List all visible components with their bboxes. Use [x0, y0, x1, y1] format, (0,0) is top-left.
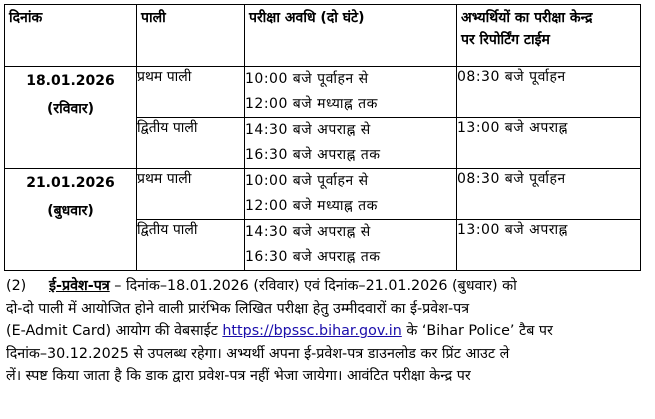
exam-day: (बुधवार) [47, 203, 94, 219]
date-cell [5, 169, 137, 271]
header-reporting-line1: अभ्यर्थियों का परीक्षा केन्द्र [461, 10, 593, 26]
paragraph-text: के ‘Bihar Police’ टैब पर [401, 323, 553, 339]
duration-end: 16:30 बजे अपराह्न तक [245, 147, 381, 163]
table-row [5, 67, 641, 118]
reporting-cell: 08:30 बजे पूर्वाहन [457, 67, 641, 118]
paragraph-number: (2) [6, 278, 27, 294]
exam-schedule-table [4, 4, 641, 271]
exam-date: 21.01.2026 [26, 175, 115, 191]
reporting-cell: 08:30 बजे पूर्वाहन [457, 169, 641, 220]
header-date: दिनांक [5, 5, 137, 67]
header-duration: परीक्षा अवधि (दो घंटे) [245, 5, 457, 67]
paragraph-line [6, 320, 646, 343]
paragraph-line [6, 275, 646, 298]
date-cell [5, 67, 137, 169]
duration-end: 12:00 बजे मध्याह्न तक [245, 96, 378, 112]
shift-cell: द्वितीय पाली [137, 220, 245, 271]
shift-cell: प्रथम पाली [137, 169, 245, 220]
reporting-cell: 13:00 बजे अपराह्न [457, 220, 641, 271]
duration-start: 10:00 बजे पूर्वाहन से [245, 173, 369, 189]
paragraph-line: दो-दो पाली में आयोजित होने वाली प्रारंभिक लिखित परीक्षा हेतु उम्मीदवारों का ई-प्रवेश-पत्र [6, 300, 470, 317]
admit-card-paragraph [6, 275, 646, 388]
header-shift: पाली [137, 5, 245, 67]
paragraph-heading: ई-प्रवेश-पत्र [49, 278, 110, 294]
duration-start: 14:30 बजे अपराह्न से [245, 224, 371, 240]
duration-cell [245, 169, 457, 220]
duration-end: 12:00 बजे मध्याह्न तक [245, 198, 378, 214]
header-reporting-line2: पर रिपोर्टिंग टाईम [461, 32, 550, 48]
table-header-row [5, 5, 641, 67]
duration-start: 10:00 बजे पूर्वाहन से [245, 71, 369, 87]
paragraph-line: लें। स्पष्ट किया जाता है कि डाक द्वारा प्रवेश-पत्र नहीं भेजा जायेगा। आवंटित परीक्षा केन्द्र पर [6, 368, 471, 384]
duration-cell [245, 67, 457, 118]
paragraph-text: (E-Admit Card) आयोग की वेबसाईट [6, 323, 223, 339]
reporting-cell: 13:00 बजे अपराह्न [457, 118, 641, 169]
shift-cell: प्रथम पाली [137, 67, 245, 118]
duration-cell [245, 118, 457, 169]
duration-end: 16:30 बजे अपराह्न तक [245, 249, 381, 265]
paragraph-line: दिनांक–30.12.2025 से उपलब्ध रहेगा। अभ्यर्थी अपना ई-प्रवेश-पत्र डाउनलोड कर प्रिंट आउट ले [6, 345, 510, 362]
paragraph-text: – दिनांक–18.01.2026 (रविवार) एवं दिनांक–21.01.2026 (बुधवार) को [109, 278, 517, 294]
table-row [5, 169, 641, 220]
shift-cell: द्वितीय पाली [137, 118, 245, 169]
duration-start: 14:30 बजे अपराह्न से [245, 122, 371, 138]
website-link[interactable]: https://bpssc.bihar.gov.in [222, 323, 402, 339]
exam-day: (रविवार) [46, 101, 95, 117]
header-reporting-time [457, 5, 641, 67]
duration-cell [245, 220, 457, 271]
exam-date: 18.01.2026 [26, 73, 115, 89]
